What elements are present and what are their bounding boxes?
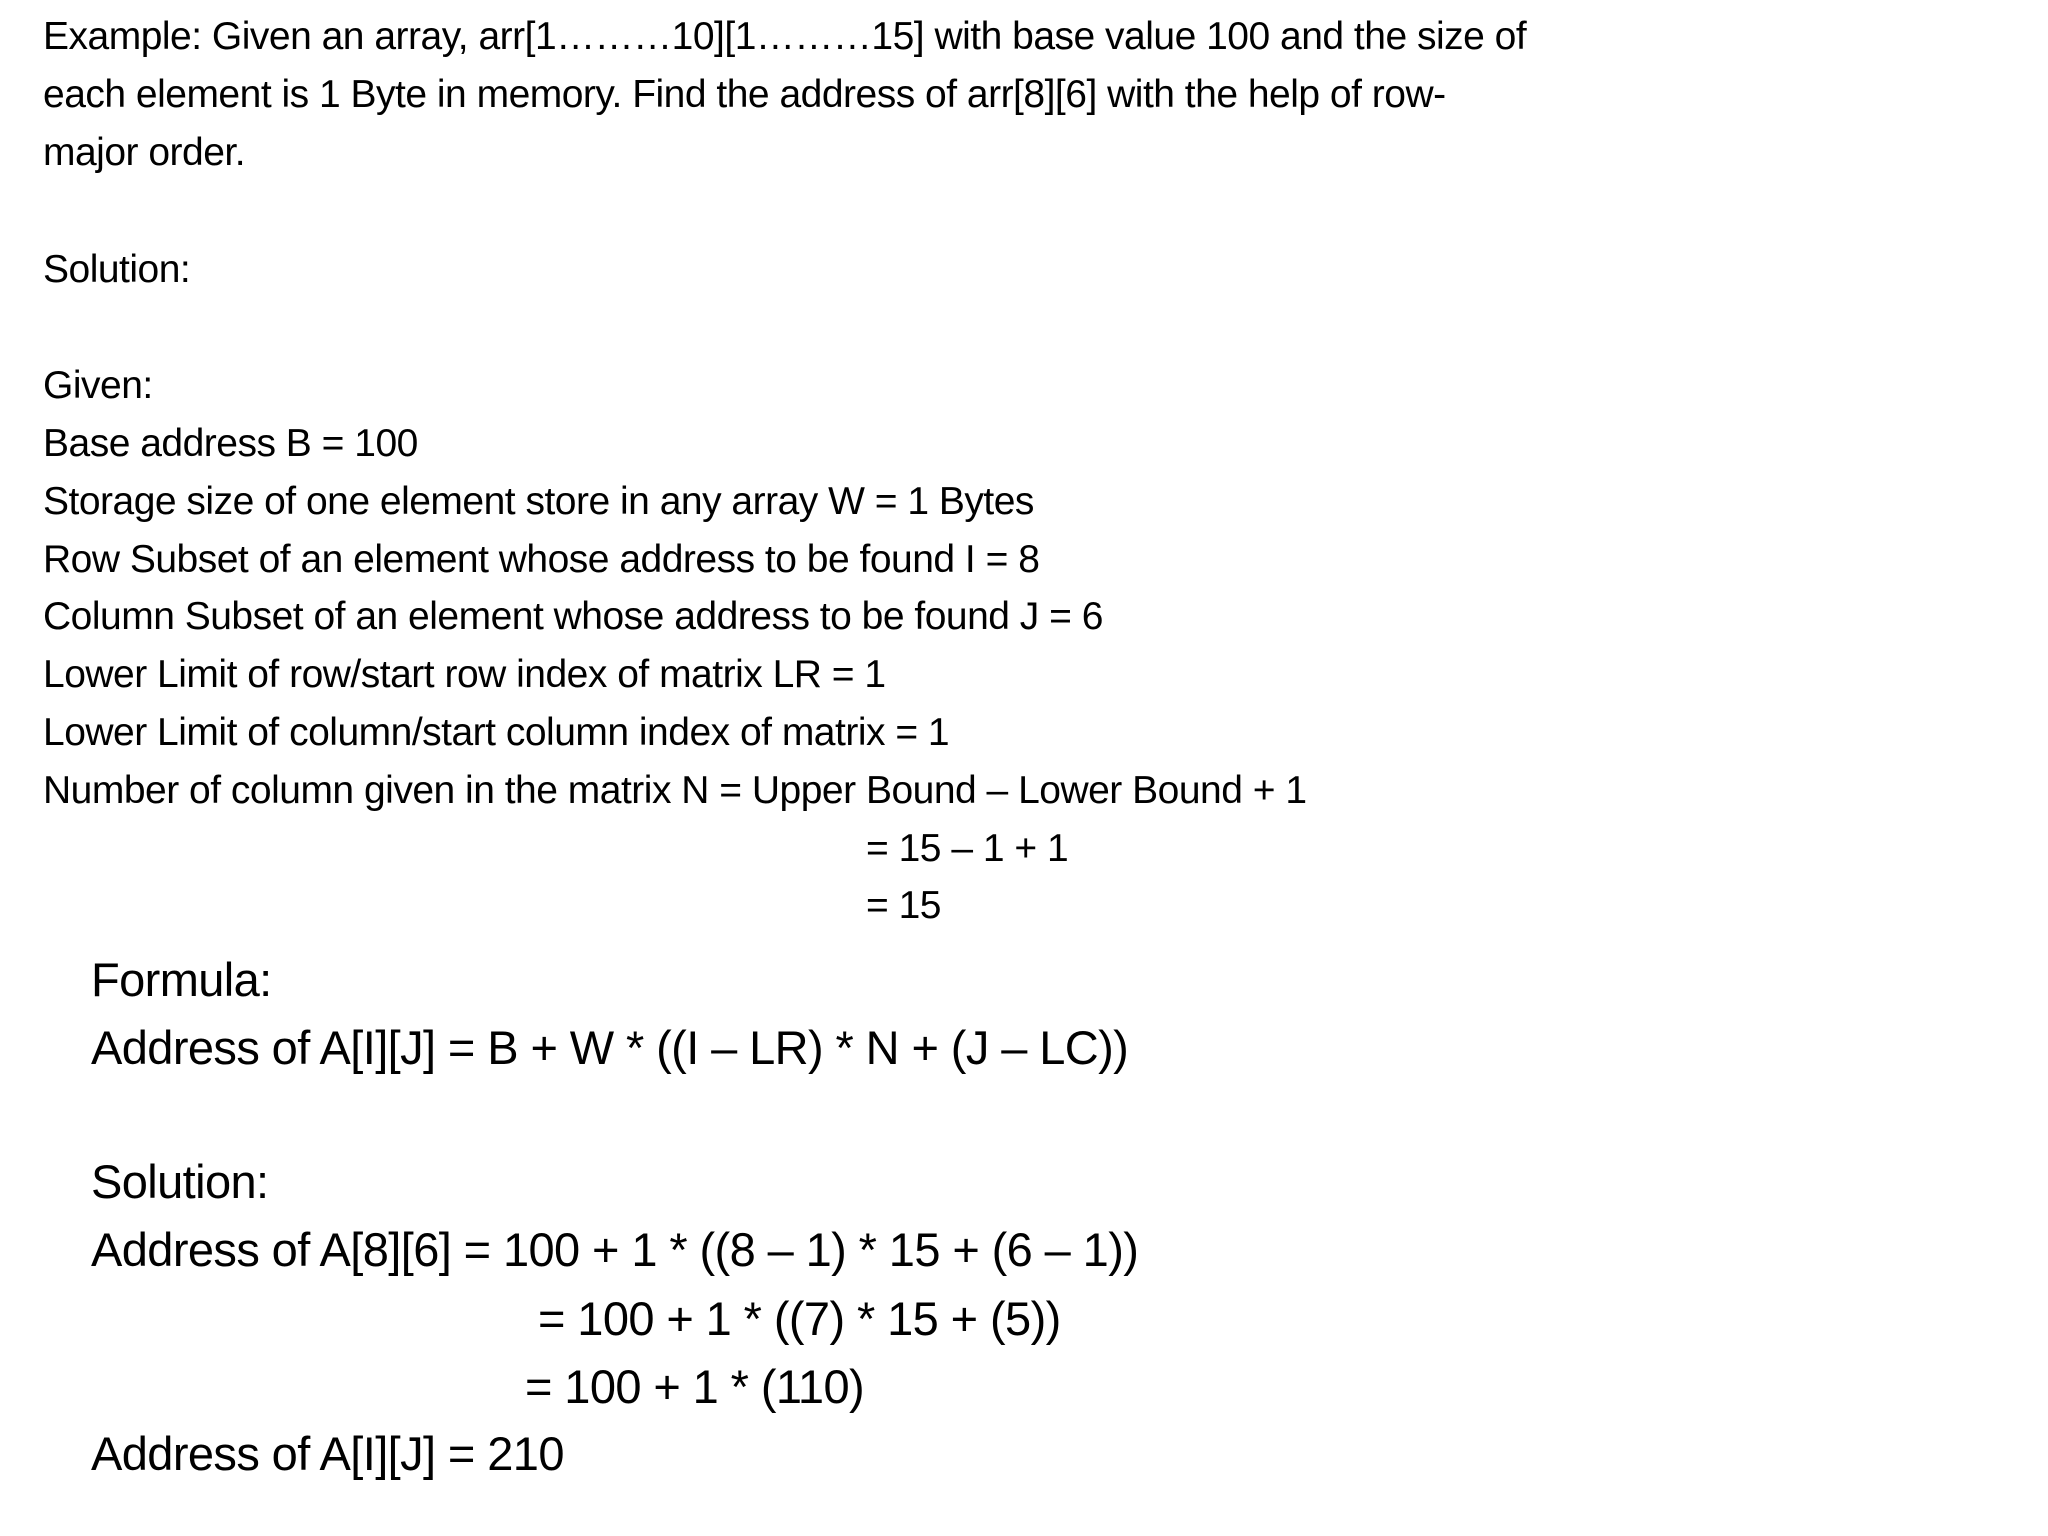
worked-step: = 100 + 1 * (110)	[525, 1360, 865, 1413]
given-line: Number of column given in the matrix N = Upper Bound – Lower Bound + 1	[43, 769, 1307, 812]
formula-expression: Address of A[I][J] = B + W * ((I – LR) * N + (J – LC))	[91, 1021, 1129, 1074]
worked-result: Address of A[I][J] = 210	[91, 1427, 564, 1480]
given-continuation: = 15	[866, 884, 941, 927]
given-continuation: = 15 – 1 + 1	[866, 827, 1069, 870]
worked-heading: Solution:	[91, 1155, 269, 1208]
solution-heading: Solution:	[43, 248, 191, 291]
given-line: Storage size of one element store in any array W = 1 Bytes	[43, 480, 1034, 523]
problem-line: Example: Given an array, arr[1………10][1………15] with base value 100 and the size of	[43, 15, 1527, 58]
given-heading: Given:	[43, 364, 153, 407]
problem-line: major order.	[43, 131, 246, 174]
given-line: Lower Limit of row/start row index of matrix LR = 1	[43, 653, 886, 696]
given-line: Column Subset of an element whose address to be found J = 6	[43, 595, 1103, 638]
given-line: Lower Limit of column/start column index of matrix = 1	[43, 711, 950, 754]
problem-line: each element is 1 Byte in memory. Find the address of arr[8][6] with the help of row-	[43, 73, 1446, 116]
given-line: Base address B = 100	[43, 422, 418, 465]
formula-heading: Formula:	[91, 953, 272, 1006]
worked-step: = 100 + 1 * ((7) * 15 + (5))	[538, 1292, 1061, 1345]
given-line: Row Subset of an element whose address to be found I = 8	[43, 538, 1040, 581]
worked-step: Address of A[8][6] = 100 + 1 * ((8 – 1) * 15 + (6 – 1))	[91, 1223, 1139, 1276]
